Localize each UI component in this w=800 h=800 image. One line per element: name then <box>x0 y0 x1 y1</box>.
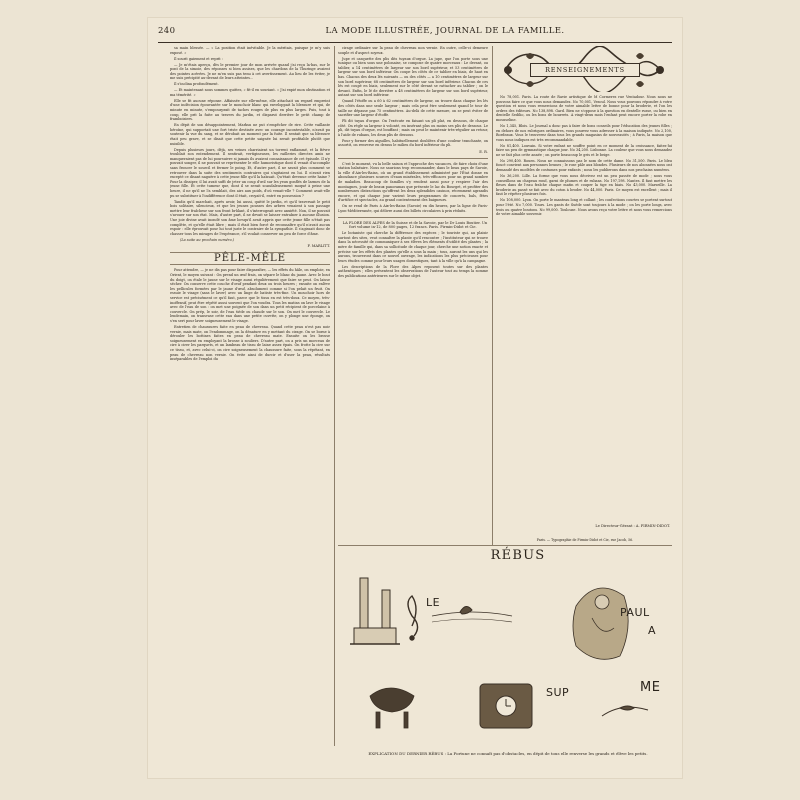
divider <box>338 545 672 546</box>
rebus-explanation: EXPLICATION DU DERNIER RÉBUS : La Fortune ne connaît pas d'obstacles, en dépit de tous elle renverse les grands et élève les petits. <box>368 751 648 756</box>
renseignements-banner <box>496 46 672 92</box>
rebus-title: RÉBUS <box>490 548 546 563</box>
paragraph: No 1,345, Blois. Le Journal a donc pas à faire de bons conseils pour l'éducation des jeunes filles ; en dehors de nos rubriques ordinaires, vous pourrez vous adresser à la maison indiquée. No 2,100, Bordeaux. Vous le trouverez dans tous les grands magasins de nouveautés ; à Paris, la maison que vous nous indiquez est très recommandable. <box>496 123 672 142</box>
paragraph: — Je m'étais aperçu, dès le premier jour de mon arrivée quand j'ai reçu la-bas, sur le pont de la simoie, des réponses si bien assises, que les chardons de la Thuringe avaient des pointes acérées. Je ne m'en suis pas tenu à cet avertissement. Au lieu de les éviter, je me suis précipité au-devant de leurs atteintes… <box>170 62 330 81</box>
rebus-illustration <box>340 566 672 746</box>
paragraph: No 108,000. Lyon. On porte le manteau long et collant ; les confections courtes se portent surtout pour l'été. No 7,000. Tours. Les gants de Suède sont toujours à la mode ; on les porte longs, avec trois ou quatre boutons. No 99,000. Toulouse. Nous avons reçu votre lettre et nous vous remercions de votre aimable souvenir. <box>496 198 672 217</box>
column-divider <box>334 46 335 746</box>
rebus-word-le: LE <box>426 596 441 609</box>
paragraph: On se rend de Paris à Aix-les-Bains (Savoie) en dix heures, par la ligne de Paris-Lyon-Méditerranée, qui délivre aussi des billets circulaires à prix réduits. <box>338 204 488 213</box>
page-header <box>158 24 672 43</box>
paragraph: Depuis plusieurs jours, déjà, ses veines charriaient un torrent enflammé, et la fièvre troublait son entendement. Il sentirait, vertigineuses, les railleries directes amis ne manqueraient pas de lui poursuivre si jamais ils avaient connaissance de cet épisode. Il n'y pouvait songer, il ne pouvait se représenter le rôle humoristique dont il venait d'accomplir sans froncer le sourcil et fermer le poing. Et, d'autre part, il ne savait plus comment se retrouver dans la suite des sentiments contraires qui s'agitaient en lui. Il n'avait rien excepté ce disant naguère à cette jeune fille qu'il la haïssait. Qu'était devenue cette haine ? Pour la dissiper, il lui avait suffi de jeter un coup d'œil sur les yeux gonflés de larmes de la jeune fille. Et cette tumeur que, dont il se serait scandaleusement moqué à peine une heure, il ne qu'il ne l'a semblait, des airs aux poids, d'où venait-elle ? Comment avait-elle pu se substituer à l'indifférence dont il était, croyait-il, entré en possession ? <box>170 147 330 198</box>
music-clef-icon <box>408 596 418 640</box>
paragraph: No 36,200. Lille. La forme que vous nous décrivez est un peu passée de mode ; nous vous conseillons un chapeau rond, garni de plumes et de rubans. No 197,198. Nantes. Il faut mettre les fleurs dans de l'eau fraîche chaque matin et couper la tige en biais. No 43,000. Marseille. La broderie au passé se fait avec du coton à broder. No 44,000. Paris. Ce moyen est excellent ; mais il faut le répéter plusieurs fois. <box>496 174 672 197</box>
to-be-continued: (La suite au prochain numéro.) <box>180 237 235 242</box>
monument-icon <box>350 578 400 644</box>
paragraph: En dépit de son désappointement, Markus ne put s'empêcher de rire. Cette vaillante héroïne, qui supportait une fort triste destinée avec un courage incontestable, n'avait pu soutenir la vue du sang, et se dérobait au moment par la fuite. Il sentait que sa blessure était peu grave, et se disait que cette petite saignée lui serait profitable plutôt que nuisible. <box>170 123 330 146</box>
paragraph: No 78,001. Paris. La route de Ravie artistique de M Cormeres rue Ventadour. Nous nous ne pouvons faire ce que vous nous demandez. No 70,001, Vesoul. Nous vous pouvons répondre à votre question et nous vous remercions de votre aimable lettre de bonne pour la broderie, et l'on les ordres des éditeurs. No 138,898. Gard. Bien ne s'oppose à la question en dentelle russe, ou bien en dentelle Sedilio, ou les bons de bourrets. A vingt-deux mois l'enfant peut encore porter la robe en mousseline. <box>496 95 672 122</box>
renseignements-title: RENSEIGNEMENTS <box>530 63 640 77</box>
paragraph: Pli dit tuyau d'orgue. On l'exécute en faisant un pli plat, en dessous, de chaque côté. On règle sa largeur à volonté, en insérant plus ou moins ses plis de dessous. Le pli, dit tuyau d'orgue, est bouffant ; mais on peut le maintenir très-régulier au retour, à l'aide de rubans, les deux plis de dessous. <box>338 119 488 137</box>
paragraph: sa main blessée. — « La position était inévitable. Je la méritais, puisque je m'y suis exposé. » <box>170 46 330 55</box>
paragraph: C'est le moment, vu la belle saison et l'approche des vacances, de faire choix d'une station balnéaire. Nous ne saurions trop recommander, dans le beau pays de Savoie, la ville d'Aix-les-Bains, où un grand établissement administré par l'État donne en abondance plusieurs sources d'eaux minérales, très-efficaces pour un grand nombre de maladies. Beaucoup de familles s'y rendent aussi pour y respirer l'air des montagnes, jouir de beaux panoramas que présente le lac du Bourget, et profiter des nombreuses distractions qu'offrent les deux splendides casinos, récemment agrandis encore, et qui chaque jour varient leurs programmes de concerts, bals, fêtes d'artifice et spectacles, au grand contentement des baigneurs. <box>338 161 488 203</box>
paragraph: Le botaniste qui cherche la différence des espèces ; le touriste qui, au plaisir surtout des sites, veut connaître la plante qu'il rencontre ; l'instituteur qui se trouve dans la nécessité de communiquer à ses élèves les éléments d'utilité des plantes ; la mère de famille qui, dans sa sollicitude de chaque jour, cherche une notion exacte et précise sur les effets des plantes qu'elle a sous la main ; tous, auront les uns qui les aurons, trouveront dans ce nouvel ouvrage, les indications les plus précieuses pour leurs études comme pour leurs usages domestiques, tant à la ville qu'à la campagne. <box>338 231 488 263</box>
divider <box>338 217 488 218</box>
rebus-word-a: A <box>648 624 657 637</box>
saddle-icon <box>370 688 414 728</box>
rebus-drawing <box>340 566 672 746</box>
paragraph: Jupe et casquette des plis dits tuyaux d'orgue. La jupe, que l'on porte sous une tunique ou bien sous une polonaise, se compose de quatre morceaux : Le devant, ou tablier, a 14 centimètres de largeur sur son bord supérieur, et 53 centimètres de largeur sur son bord inférieur. On coupe les côtés de ce tablier en biais, de haut en bas. Chacun des deux lés suivants — ou des côtés — a 10 centimètres de largeur sur son bord supérieur, 68 centimètres de largeur sur son bord inférieur. Chacun de ces lés est coupé en biais, seulement sur le côté devant se rattacher au tablier ; on le devant. Enfin, le lé de derrière a 48 centimètres de largeur sur son bord supérieur, autant sur son bord inférieur. <box>338 56 488 98</box>
paragraph: Tandis qu'il marchait, après avoir, lui aussi, quitté le jardin, et qu'il traversait le petit bois solitaire, silencieux, et que les jeunes pousses des arbres venaient à son passage mettre leur fraîcheur sur son front brûlant, il s'interrogeait avec anxiété. Non, il ne pouvait s'avouer sur son état. Mais, d'autre part, il ne devait se laisser entraîner à aucune illusion. Une joie divine avait inondé son âme lorsqu'il avait appris que cette jeune fille n'était pas complète, et qu'elle était libre ; mais il était bien forcé de reconnaître qu'il n'avait aucun espoir : elle éprouvait pour lui tout juste le contraire de la sympathie. Il s'agissait donc de chasser tous les mirages de l'espérance, s'il voulait conserver un peu de force d'âme. <box>170 199 330 236</box>
rebus-word-sup: SUP <box>546 686 570 699</box>
book-title: LA FLORE DES ALPES de la Suisse et de la Savoie, par le Dr Louis Boutier. Un fort volume in-12, de 800 pages, 12 francs. Paris. Firmin-Didot et Cie. <box>342 220 488 230</box>
paragraph: No 290,400. Rouen. Nous ne connaissons pas le nom de cette dame. No 31,500. Paris. Le bleu foncé convient aux personnes brunes ; le rose pâle aux blondes. Plusieurs de nos abonnées nous ont demandé des modèles de costumes pour enfants ; nous les publierons dans nos prochains numéros. <box>496 158 672 173</box>
column-divider <box>492 46 493 546</box>
paragraph: Quand l'étoffe ou a 60 à 62 centimètres de largeur, on trouve dans chaque les lés des côtés dans une seule largeur ; mais cela peut être seulement quand le tour de taille ne dépasse pas 75 centimètres. Au-delà de cette mesure, on se peut éviter de sacrifier une largeur d'étoffe. <box>338 99 488 118</box>
paragraph: Pour y former des aiguilles, habituellement doublées d'une couleur tranchante, on assortit, on renverse en dessus le milieu du bord inférieur du pli. <box>338 138 488 148</box>
author-signature: F. MARLITT. <box>307 244 330 249</box>
printer-credit: Paris. — Typographie de Firmin-Didot et Cie, rue Jacob, 56. <box>536 538 634 542</box>
director-credit: Le Directeur-Gérant : A. FIRMIN-DIDOT. <box>595 524 670 528</box>
lake-swan-icon <box>432 606 512 622</box>
paragraph: No 81,400. Louvain. Si votre enfant ne souffre point en ce moment de la croissance, faites-lui faire un peu de gymnastique chaque jour. No 34,200. Lisbonne. La couleur que vous nous demandez ne se fait plus cette année ; on porte beaucoup le gris et le beige. <box>496 143 672 157</box>
paragraph: Elle se fit aucune réponse. Affaissée sur elle-même, elle attachait un regard empreint d'une indécision épouvantée sur le mouchoir blanc qui enveloppait la blessure et qui, de minute en minute, s'empourprait de taches rouges de plus en plus larges. Puis, tout à coup, elle prit la fuite au travers du jardin, et disparut derrière le petit champ de framboisiers. <box>170 98 330 122</box>
paragraph: Il s'inclina profondément. <box>174 82 219 87</box>
column-middle <box>338 46 488 566</box>
divider <box>170 264 330 265</box>
paragraph: Pour attendre, — je ne dis pas pour faire disparaître, — les effets du hâle, on emploie, en Orient, le moyen suivant : On prend un œuf frais, on sépare le blanc du jaune. Avec le bout du doigt, on étale le jaune sur le visage aussi régulièrement que faire se peut. On laisse sécher. On conserve cette couche d'œuf pendant deux ou trois heures ; ensuite on enlève les pellicules formées par le jaune d'œuf, absolument comme si l'on pelait un fruit. On essuie le visage (sans le laver) avec un linge de batiste très-fine. Un mouchoir hors de service est précisément ce qu'il faut, parce que le tissu en est très-doux. Ce moyen, très-inoffensif, peut être répété aussi souvent que l'on voudra. Tous les matins on lave le visage avec de l'eau de son : on met une poignée de son dans un petit récipient de porcelaine à couvercle. On prép, le soir, de l'eau tiède ou chaude sur le son. On met le couvercle. Le lendemain, on transvase cette eau dans une petite cuvette, on y plonge une éponge, on s'en sert pour laver soigneusement le visage. <box>170 268 330 323</box>
rebus-word-me: ME <box>640 680 661 695</box>
woman-armchair-icon <box>573 588 628 659</box>
paragraph: Il sourit gaiement et reprit : <box>174 56 223 61</box>
section-title-pele-mele: PÊLE-MÊLE <box>213 252 286 264</box>
clock-box-icon <box>480 684 532 728</box>
rebus-word-paul: PAUL <box>620 606 650 619</box>
column-right <box>496 46 672 566</box>
journal-title: LA MODE ILLUSTRÉE, JOURNAL DE LA FAMILLE. <box>325 26 565 36</box>
paragraph: — Et maintenant nous sommes quittes, » fit-il en souriant. « J'ai expié mon obstination et ma témérité. » <box>170 88 330 97</box>
author-initials: E. R. <box>479 150 488 155</box>
paragraph: cirage ordinaire sur la peau de chevreau non vernie. En outre, celle-ci demeure souple et d'aspect soyeux. <box>338 46 488 55</box>
divider <box>338 158 488 159</box>
page-number: 240 <box>158 26 176 36</box>
column-left <box>170 46 330 746</box>
journal-page <box>148 18 682 778</box>
lizard-branch-icon <box>602 706 648 716</box>
paragraph: Les descriptions de la Flore des Alpes reposent toutes sur des plantes authentiques ; elles présentent les observations de l'auteur tout au temps la somme des publications antérieures sur le même objet. <box>338 264 488 278</box>
paragraph: Entretien de chaussures faite en peau de chevreau. Quand cette peau n'est pas noir vernie, mais mate, on l'endommage, on la dénature en y mettant du cirage. On se borne à dérouler les bottines faites en peau de chevreau mate. Ensuite on les brosse soigneusement en employant la brosse à souliers. D'autre part, on a pris un morceau de cire à cirer les parquets, et un lambeau de tissu de laine assez épais. On frotte la cire sur ce tissu, et, avec celui-ci, on cire soigneusement la chaussure faite, sous la répétant, en peau de chevreau non vernie. On évite ainsi de durcir et d'user la peau, résultats inséparables de l'emploi du <box>170 324 330 362</box>
